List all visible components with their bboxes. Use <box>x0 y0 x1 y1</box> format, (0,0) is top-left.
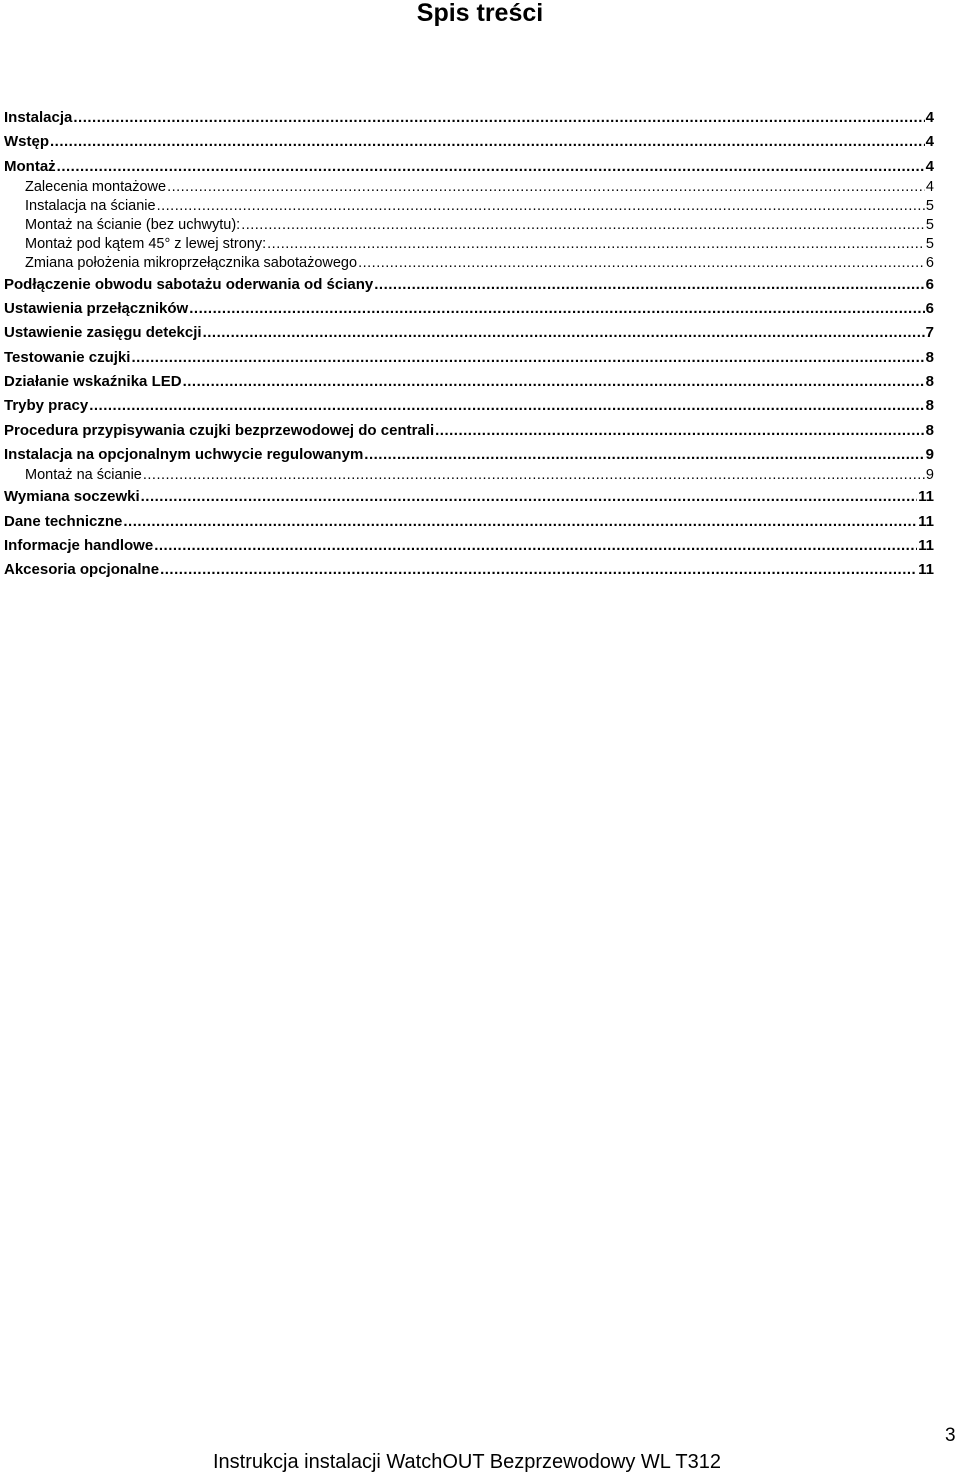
toc-entry[interactable] <box>4 216 934 235</box>
table-of-contents <box>4 106 934 582</box>
toc-dot-leader <box>435 419 925 443</box>
toc-page-number: 8 <box>925 397 934 415</box>
toc-entry-text: Testowanie czujki <box>4 348 131 366</box>
toc-dot-leader <box>374 273 924 297</box>
toc-page-number: 6 <box>925 254 934 271</box>
toc-dot-leader <box>50 130 925 154</box>
toc-entry[interactable] <box>4 321 934 345</box>
toc-entry[interactable] <box>4 370 934 394</box>
toc-entry[interactable] <box>4 178 934 197</box>
toc-entry-text: Montaż na ścianie (bez uchwytu): <box>25 216 241 233</box>
toc-entry-text: Podłączenie obwodu sabotażu oderwania od ściany <box>4 275 374 293</box>
toc-page-number: 4 <box>925 133 934 151</box>
toc-dot-leader <box>160 558 917 582</box>
toc-entry-text: Działanie wskaźnika LED <box>4 373 182 391</box>
toc-entry[interactable] <box>4 534 934 558</box>
document-footer: Instrukcja instalacji WatchOUT Bezprzewodowy WL T312 <box>213 1451 721 1473</box>
toc-dot-leader <box>358 254 925 273</box>
toc-entry[interactable] <box>4 197 934 216</box>
toc-dot-leader <box>57 155 925 179</box>
toc-entry-text: Ustawienie zasięgu detekcji <box>4 324 202 342</box>
toc-dot-leader <box>123 510 917 534</box>
toc-entry[interactable] <box>4 466 934 485</box>
page-title: Spis treści <box>416 0 544 27</box>
toc-entry-text: Zalecenia montażowe <box>25 178 167 195</box>
toc-dot-leader <box>241 216 925 235</box>
toc-page-number: 9 <box>925 467 934 484</box>
toc-entry-text: Montaż na ścianie <box>25 467 142 484</box>
toc-dot-leader <box>141 485 918 509</box>
toc-page-number: 6 <box>925 300 934 318</box>
toc-page-number: 8 <box>925 348 934 366</box>
toc-entry[interactable] <box>4 558 934 582</box>
toc-entry[interactable] <box>4 443 934 467</box>
toc-entry[interactable] <box>4 297 934 321</box>
page-number: 3 <box>945 1425 956 1446</box>
toc-entry[interactable] <box>4 106 934 130</box>
toc-entry[interactable] <box>4 130 934 154</box>
toc-dot-leader <box>364 443 924 467</box>
toc-entry[interactable] <box>4 254 934 273</box>
toc-page-number: 11 <box>918 512 934 530</box>
toc-entry-text: Montaż pod kątem 45° z lewej strony: <box>25 235 267 252</box>
toc-dot-leader <box>154 534 917 558</box>
toc-entry[interactable] <box>4 346 934 370</box>
toc-entry[interactable] <box>4 235 934 254</box>
toc-entry-text: Akcesoria opcjonalne <box>4 561 160 579</box>
toc-page-number: 11 <box>918 561 934 579</box>
toc-entry-text: Montaż <box>4 157 56 175</box>
toc-page-number: 4 <box>925 178 934 195</box>
toc-entry-text: Zmiana położenia mikroprzełącznika sabotażowego <box>25 254 358 271</box>
toc-entry[interactable] <box>4 510 934 534</box>
toc-page-number: 5 <box>925 235 934 252</box>
toc-dot-leader <box>203 321 925 345</box>
toc-page-number: 4 <box>925 109 934 126</box>
toc-page-number: 11 <box>918 536 934 554</box>
toc-entry-text: Tryby pracy <box>4 397 89 415</box>
toc-entry[interactable] <box>4 155 934 179</box>
toc-page-number: 7 <box>925 324 934 342</box>
toc-entry-text: Wymiana soczewki <box>4 488 140 506</box>
toc-dot-leader <box>267 235 925 254</box>
toc-entry-text: Instalacja <box>4 109 73 126</box>
toc-entry[interactable] <box>4 419 934 443</box>
toc-dot-leader <box>183 370 925 394</box>
toc-entry-text: Procedura przypisywania czujki bezprzewodowej do centrali <box>4 421 435 439</box>
toc-entry-text: Instalacja na opcjonalnym uchwycie regulowanym <box>4 445 364 463</box>
toc-page-number: 5 <box>925 197 934 214</box>
toc-dot-leader <box>167 178 925 197</box>
toc-dot-leader <box>131 346 924 370</box>
toc-dot-leader <box>189 297 924 321</box>
toc-entry[interactable] <box>4 394 934 418</box>
toc-entry-text: Ustawienia przełączników <box>4 300 189 318</box>
toc-entry-text: Informacje handlowe <box>4 536 154 554</box>
toc-dot-leader <box>73 106 924 130</box>
toc-entry[interactable] <box>4 485 934 509</box>
toc-entry-text: Dane techniczne <box>4 512 123 530</box>
toc-page-number: 5 <box>925 216 934 233</box>
toc-entry[interactable] <box>4 273 934 297</box>
toc-page-number: 8 <box>925 421 934 439</box>
toc-entry-text: Instalacja na ścianie <box>25 197 156 214</box>
toc-page-number: 9 <box>925 445 934 463</box>
toc-dot-leader <box>89 394 924 418</box>
toc-page-number: 6 <box>925 275 934 293</box>
toc-page-number: 8 <box>925 373 934 391</box>
toc-dot-leader <box>143 466 925 485</box>
toc-entry-text: Wstęp <box>4 133 49 151</box>
toc-page-number: 4 <box>925 157 934 175</box>
toc-dot-leader <box>157 197 925 216</box>
toc-page-number: 11 <box>918 488 934 506</box>
